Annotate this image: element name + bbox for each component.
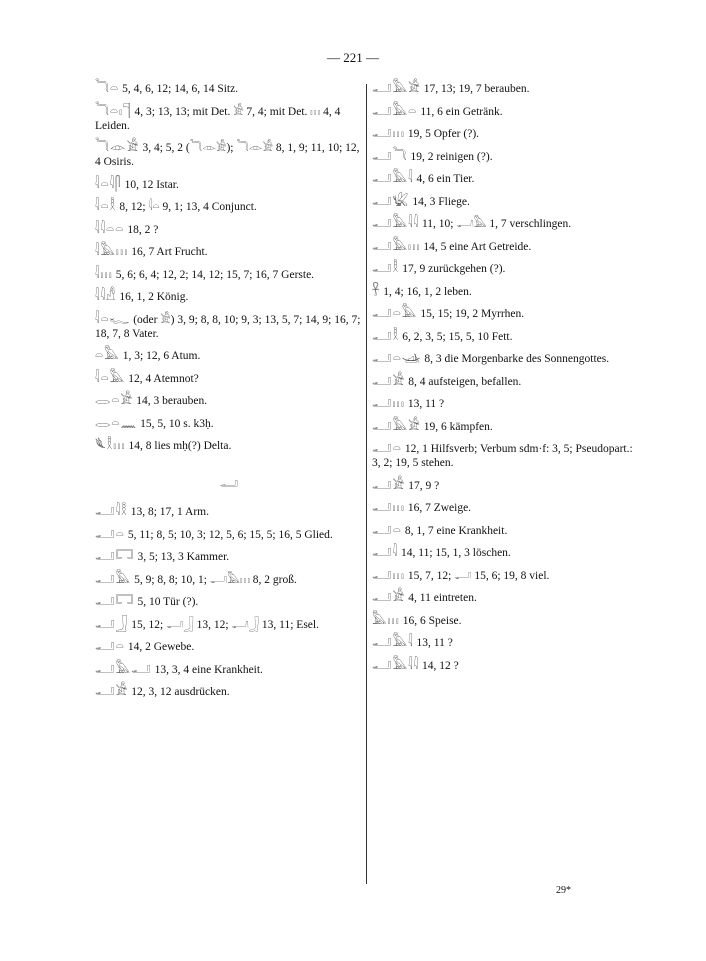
dictionary-entry [95, 290, 363, 304]
dictionary-entry [372, 172, 642, 186]
hieroglyph-group: 𓂝𓇋𓎛 [95, 504, 128, 519]
entry-text: 19, 5 Opfer (?). [407, 128, 480, 140]
dictionary-entry [372, 636, 642, 650]
dictionary-entry [95, 417, 363, 431]
hieroglyph-group: 𓇋𓏏𓎛 [95, 199, 117, 214]
dictionary-entry [372, 285, 642, 299]
hieroglyph-group: 𓂋𓏏𓀀 [95, 393, 134, 408]
hieroglyph-group: 𓂝𓉐 [95, 594, 135, 609]
entry-text: 16, 1, 2 König. [119, 291, 189, 303]
hieroglyph-group: 𓏏𓅓 [95, 348, 120, 363]
entry-text: 6, 2, 3, 5; 15, 5, 10 Fett. [402, 330, 513, 343]
entry-text: 13, 8; 17, 1 Arm. [130, 506, 209, 518]
hieroglyph-group: 𓇋𓏏𓇋𓋴 [95, 176, 122, 192]
entry-text: 14, 8 lies mḥ(?) Delta. [128, 440, 232, 452]
hieroglyph-group: 𓂝𓅓𓀀 [372, 418, 421, 434]
entry-text: 3, 4; 5, 2 (𓆓𓁹𓀀); 𓆓𓁹𓀀 8, 1, 9; 11, 10; 12, 4 Osiris. [95, 142, 360, 168]
entry-text: 17, 13; 19, 7 berauben. [423, 83, 530, 95]
entry-text: 4, 11 eintreten. [408, 592, 477, 604]
entry-text: 1, 3; 12, 6 Atum. [122, 350, 201, 362]
hieroglyph-group: 𓂝𓅓𓇋 [372, 171, 414, 186]
dictionary-entry [372, 195, 642, 209]
hieroglyph-group: 𓂝𓃀 [95, 616, 129, 632]
hieroglyph-group: 𓆓𓏏 [95, 81, 120, 96]
entry-text: 15, 5, 10 s. k3ḥ. [140, 417, 214, 430]
dictionary-entry [372, 330, 642, 344]
hieroglyph-group: 𓇋𓏥 [95, 266, 113, 282]
hieroglyph-group: 𓂝𓎛 [372, 328, 400, 344]
page-number: — 221 — [327, 50, 379, 65]
entry-text: 14, 5 eine Art Getreide. [423, 240, 532, 253]
entry-text: 10, 12 Istar. [124, 178, 179, 191]
entry-text: 15, 15; 19, 2 Myrrhen. [420, 308, 525, 320]
entry-text: 13, 11 ? [416, 637, 453, 649]
right-column [372, 82, 642, 681]
dictionary-entry [372, 546, 642, 560]
dictionary-entry [372, 105, 642, 119]
dictionary-entry [372, 307, 642, 321]
entry-text: 15, 12; 𓂝𓃀 13, 12; 𓂝𓃀 13, 11; Esel. [131, 618, 319, 631]
dictionary-entry [95, 313, 363, 341]
dictionary-entry [95, 685, 363, 699]
entry-text: 8, 4 aufsteigen, befallen. [408, 375, 522, 388]
dictionary-entry [95, 595, 363, 609]
dictionary-entry [95, 640, 363, 654]
dictionary-entry [372, 217, 642, 231]
dictionary-entry [95, 528, 363, 542]
entry-text: 5, 4, 6, 12; 14, 6, 14 Sitz. [122, 83, 239, 95]
hieroglyph-group: 𓂝𓀀 [372, 373, 406, 389]
dictionary-entry [372, 479, 642, 493]
hieroglyph-group: 𓂝𓏥 [372, 567, 405, 583]
entry-text: 4, 6 ein Tier. [416, 173, 475, 185]
entry-text: (oder 𓀀) 3, 9; 8, 8, 10; 9, 3; 13, 5, 7; 14, 9; 16, 7; 18, 7, 8 Vater. [95, 313, 361, 340]
entry-text: 12, 4 Atemnot? [128, 372, 199, 385]
hieroglyph-group: 𓂝𓏏𓅓 [372, 306, 418, 321]
dictionary-entry [95, 439, 363, 453]
hieroglyph-group: 𓇋𓇋𓀭 [95, 289, 117, 304]
dictionary-entry [372, 501, 642, 515]
entry-text: 13, 11 ? [407, 398, 445, 410]
dictionary-entry [95, 200, 363, 214]
dictionary-entry [95, 573, 363, 587]
entry-text: 11, 6 ein Getränk. [420, 105, 503, 118]
hieroglyph-group: 𓇋𓏏𓅓 [95, 370, 126, 386]
entry-text: 12, 3, 12 ausdrücken. [131, 686, 230, 698]
hieroglyph-group: 𓂝𓅓𓇋𓇋 [372, 657, 419, 673]
dictionary-entry [95, 394, 363, 408]
hieroglyph-group: 𓇋𓅓𓏥 [95, 244, 129, 259]
hieroglyph-group: 𓂝𓅓𓂝 [95, 661, 152, 677]
entry-text: 14, 2 Gewebe. [127, 641, 195, 653]
hieroglyph-group: 𓂝𓅓𓀀 [372, 81, 421, 96]
dictionary-entry [95, 245, 363, 259]
entry-text: 16, 7 Zweige. [407, 502, 472, 514]
hieroglyph-group: 𓂝𓀀 [372, 477, 406, 493]
dictionary-entry [372, 375, 642, 389]
dictionary-entry [372, 127, 642, 141]
section-separator-glyph: 𓂝 [219, 476, 239, 490]
entry-text: 1, 4; 16, 1, 2 leben. [383, 285, 472, 298]
entry-text: 5, 6; 6, 4; 12, 2; 14, 12; 15, 7; 16, 7 Gerste. [115, 268, 315, 281]
hieroglyph-group: 𓂝𓏏 [95, 526, 125, 542]
dictionary-entry [372, 524, 642, 538]
dictionary-entry [372, 591, 642, 605]
hieroglyph-group: 𓂝𓅓 [95, 571, 132, 587]
dictionary-entry [95, 82, 363, 96]
dictionary-entry [95, 268, 363, 282]
dictionary-entry [95, 550, 363, 564]
dictionary-entry [372, 82, 642, 96]
entry-text: 17, 9 zurückgehen (?). [402, 263, 506, 275]
entry-text: 14, 3 berauben. [136, 395, 208, 407]
dictionary-entry [95, 349, 363, 363]
hieroglyph-group: 𓂝𓏏 [372, 441, 402, 456]
entry-text: 18, 2 ? [127, 223, 159, 236]
entry-text: 13, 3, 4 eine Krankheit. [154, 663, 263, 676]
dictionary-entry [372, 420, 642, 434]
hieroglyph-group: 𓂝𓀀 [95, 684, 129, 699]
hieroglyph-group: 𓇋𓏏𓆑 [95, 311, 131, 327]
hieroglyph-group: 𓂝𓇋 [372, 545, 399, 560]
entry-text: 5, 10 Tür (?). [137, 596, 199, 608]
entry-text: 16, 6 Speise. [402, 614, 462, 627]
hieroglyph-group: 𓂝𓅓𓏏 [372, 103, 418, 119]
hieroglyph-group: 𓂝𓏏 [372, 522, 402, 538]
hieroglyph-group: 𓂝𓏏 [95, 639, 125, 654]
entry-text: 14, 11; 15, 1, 3 löschen. [401, 547, 511, 559]
dictionary-entry [372, 240, 642, 254]
entry-text: 19, 6 kämpfen. [423, 420, 493, 433]
dictionary-entry [372, 442, 642, 470]
dictionary-entry [95, 505, 363, 519]
dictionary-entry [372, 614, 642, 628]
hieroglyph-group: 𓆓𓏏𓏤𓊹 [95, 103, 132, 119]
dictionary-entry [95, 663, 363, 677]
hieroglyph-group: 𓂋𓏏𓈖 [95, 415, 138, 431]
dictionary-entry [95, 105, 363, 133]
hieroglyph-group: 𓂝𓎛 [372, 261, 400, 276]
entry-text: 17, 9 ? [408, 479, 440, 492]
hieroglyph-group: 𓂝𓅓𓇋 [372, 635, 414, 650]
dictionary-entry [95, 372, 363, 386]
dictionary-entry [372, 150, 642, 164]
column-divider [366, 84, 367, 884]
entry-text: 14, 12 ? [421, 659, 459, 672]
dictionary-entry [372, 352, 642, 366]
dictionary-entry [372, 397, 642, 411]
hieroglyph-group: 𓂝𓏏𓊛 [372, 351, 422, 366]
entry-text: 5, 9; 8, 8; 10, 1; 𓂝𓅓𓏥 8, 2 groß. [134, 573, 297, 586]
dictionary-entry [95, 141, 363, 169]
signature-mark: 29* [556, 885, 571, 896]
hieroglyph-group: 𓅓𓏥 [372, 612, 400, 628]
entry-text: 16, 7 Art Frucht. [131, 246, 208, 258]
entry-text: 14, 3 Fliege. [412, 195, 470, 208]
entry-text: 8, 1, 7 eine Krankheit. [404, 524, 508, 537]
dictionary-entry [372, 659, 642, 673]
entry-text: 15, 7, 12; 𓂝 15, 6; 19, 8 viel. [407, 569, 550, 582]
entry-text: 8, 3 die Morgenbarke des Sonnengottes. [424, 353, 610, 365]
hieroglyph-group: 𓋹 [372, 283, 381, 299]
hieroglyph-group: 𓆰𓎛𓏥 [95, 438, 126, 453]
entry-text: 11, 10; 𓂝𓅓 1, 7 verschlingen. [421, 218, 572, 230]
entry-text: 5, 11; 8, 5; 10, 3; 12, 5, 6; 15, 5; 16, 5 Glied. [127, 528, 333, 541]
entry-text: 19, 2 reinigen (?). [410, 150, 493, 163]
hieroglyph-group: 𓂝𓉐 [95, 549, 135, 564]
hieroglyph-group: 𓂝𓏥 [372, 126, 405, 141]
hieroglyph-group: 𓇋𓇋𓏏𓏏 [95, 221, 125, 237]
dictionary-entry [95, 618, 363, 632]
dictionary-entry [95, 223, 363, 237]
entry-text: 3, 5; 13, 3 Kammer. [137, 551, 230, 563]
hieroglyph-group: 𓂝𓏥 [372, 396, 405, 411]
entry-text: 8, 12; 𓇋𓏏 9, 1; 13, 4 Conjunct. [119, 201, 257, 213]
dictionary-entry [372, 262, 642, 276]
hieroglyph-group: 𓂝𓀀 [372, 590, 406, 605]
hieroglyph-group: 𓂝𓆓 [372, 148, 408, 164]
hieroglyph-group: 𓂝𓆤 [372, 193, 410, 209]
dictionary-entry [372, 569, 642, 583]
left-column [95, 82, 363, 708]
hieroglyph-group: 𓂝𓅓𓏥 [372, 238, 421, 254]
hieroglyph-group: 𓂝𓏥 [372, 500, 405, 515]
entry-text: 12, 1 Hilfsverb; Verbum sdm·f: 3, 5; Pseudopart.: 3, 2; 19, 5 stehen. [372, 443, 633, 469]
dictionary-entry [95, 178, 363, 192]
hieroglyph-group: 𓆓𓁹𓀀 [95, 140, 140, 155]
entry-text: 4, 3; 13, 13; mit Det. 𓀀 7, 4; mit Det. 𓏥 4, 4 Leiden. [95, 105, 341, 132]
hieroglyph-group: 𓂝𓅓𓇋𓇋 [372, 216, 419, 231]
